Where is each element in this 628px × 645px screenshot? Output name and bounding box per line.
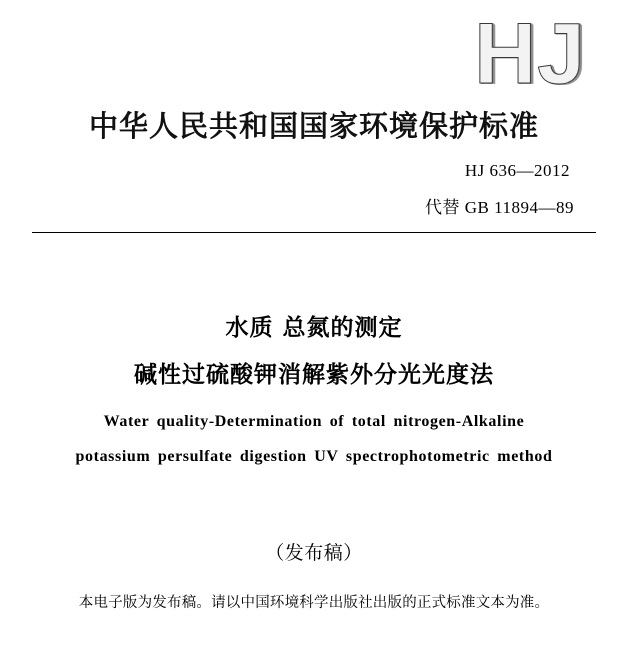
footer-note: 本电子版为发布稿。请以中国环境科学出版社出版的正式标准文本为准。 [78,594,550,611]
title-cn-secondary: 碱性过硫酸钾消解紫外分光光度法 [134,361,494,388]
title-en-line2: potassium persulfate digestion UV spectrophotometric method [75,447,553,465]
standard-code: HJ 636—2012 [464,160,570,180]
title-cn-primary: 水质 总氮的测定 [225,314,403,341]
logo-row [32,0,596,102]
title-en-line1: Water quality-Determination of total nitrogen-Alkaline [103,412,525,430]
replaced-standard-code: 代替 GB 11894—89 [425,197,574,217]
document-body [32,309,596,612]
header-divider [32,232,596,233]
release-status: （发布稿） [265,541,363,564]
standard-authority-title: 中华人民共和国国家环境保护标准 [88,108,539,143]
hj-logo: HJ [474,6,586,102]
